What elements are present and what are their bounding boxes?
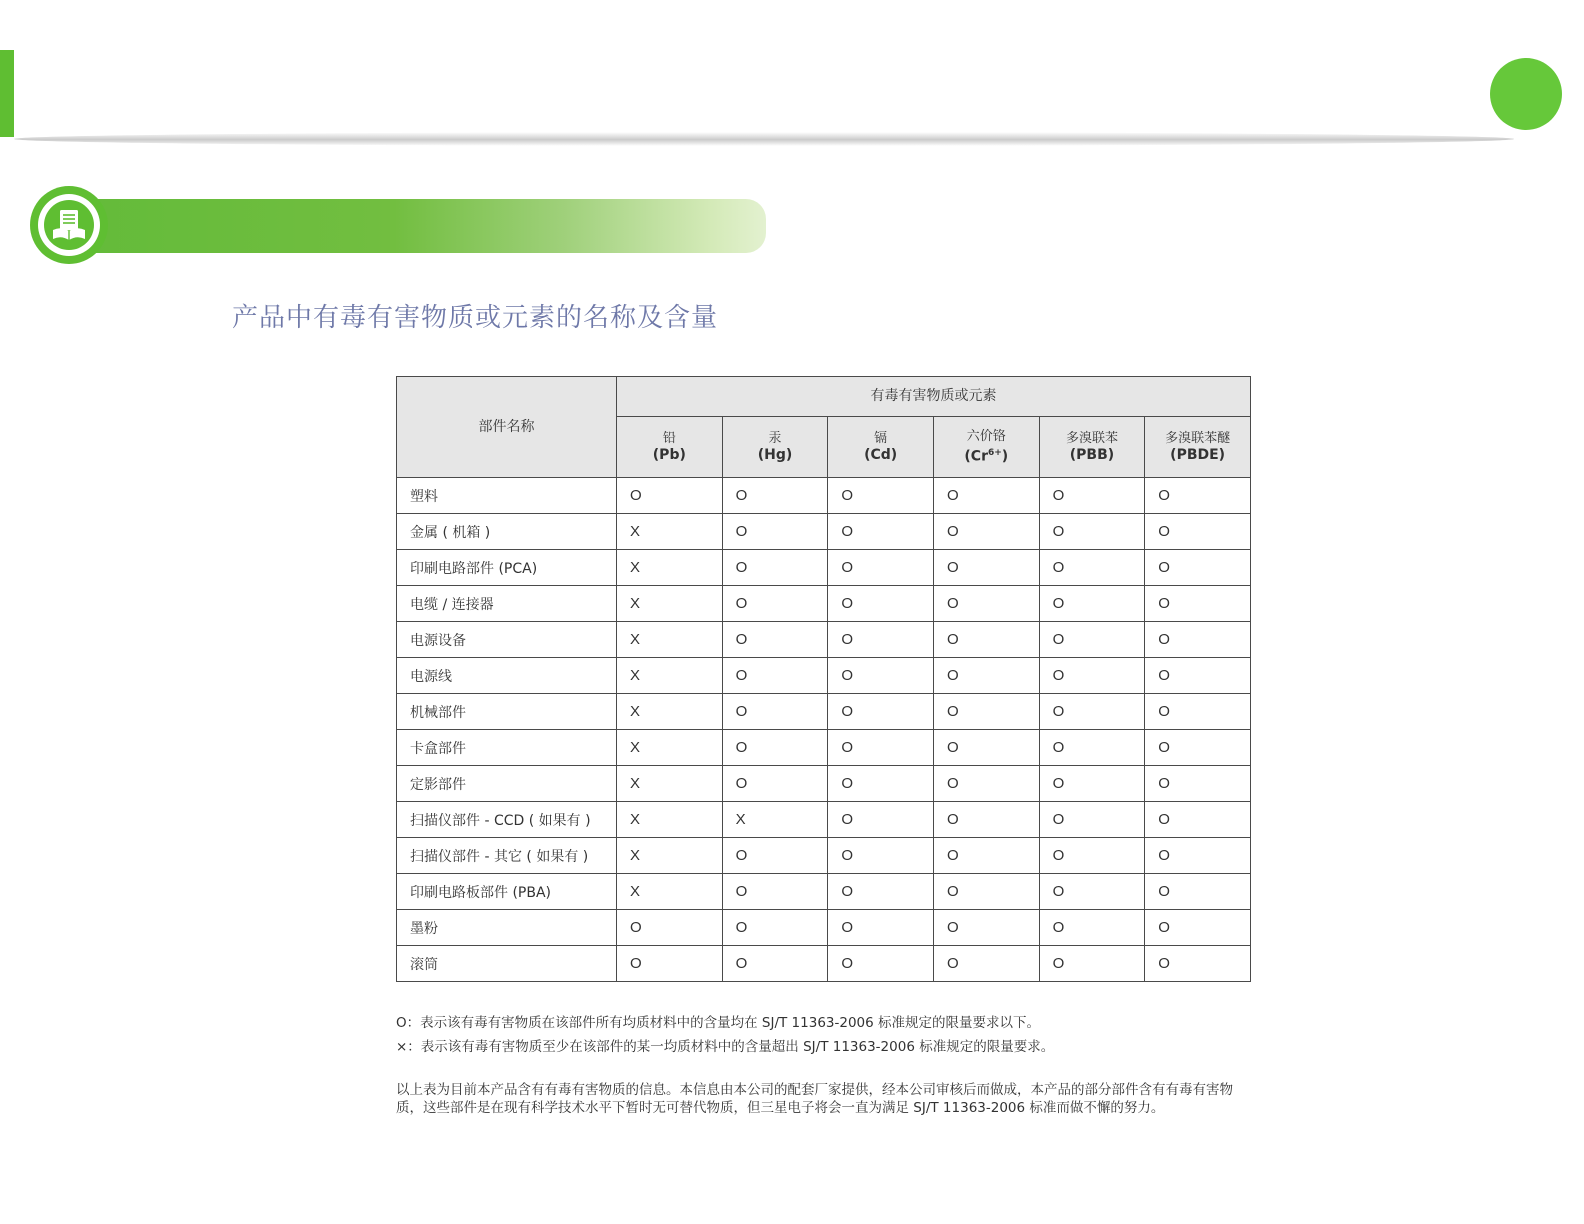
part-name-cell: 印刷电路板部件 (PBA): [397, 874, 617, 910]
substance-value-cell: O: [1039, 946, 1145, 982]
substance-symbol: (Hg): [757, 447, 793, 463]
substance-value-cell: O: [828, 838, 934, 874]
substance-header: [933, 417, 1039, 478]
substance-value-cell: O: [1145, 514, 1251, 550]
substance-value-cell: O: [722, 946, 828, 982]
substance-value-cell: O: [933, 838, 1039, 874]
substance-value-cell: O: [1039, 478, 1145, 514]
substance-value-cell: O: [1039, 694, 1145, 730]
substance-value-cell: X: [617, 514, 723, 550]
part-name-cell: 扫描仪部件 - CCD ( 如果有 ): [397, 802, 617, 838]
part-name-cell: 墨粉: [397, 910, 617, 946]
substance-value-cell: O: [722, 622, 828, 658]
substance-value-cell: O: [1039, 658, 1145, 694]
table-row: [397, 802, 1251, 838]
substance-symbol: (PBDE): [1170, 447, 1226, 463]
substance-value-cell: O: [722, 874, 828, 910]
substance-value-cell: O: [933, 730, 1039, 766]
substance-value-cell: O: [722, 658, 828, 694]
substance-value-cell: O: [1145, 766, 1251, 802]
substance-value-cell: O: [617, 478, 723, 514]
table-row: [397, 766, 1251, 802]
substance-value-cell: O: [933, 514, 1039, 550]
substance-value-cell: O: [828, 766, 934, 802]
hazardous-substances-table: [396, 376, 1251, 982]
substance-value-cell: O: [933, 910, 1039, 946]
substance-value-cell: O: [828, 658, 934, 694]
substance-value-cell: O: [933, 478, 1039, 514]
substance-value-cell: O: [722, 730, 828, 766]
substance-value-cell: O: [933, 550, 1039, 586]
corner-circle: [1490, 58, 1562, 130]
substance-value-cell: X: [617, 802, 723, 838]
substance-header: [722, 417, 828, 478]
substance-value-cell: O: [1039, 910, 1145, 946]
substance-value-cell: O: [828, 694, 934, 730]
substance-value-cell: O: [933, 874, 1039, 910]
substance-value-cell: O: [1145, 802, 1251, 838]
note-x: ×：表示该有毒有害物质至少在该部件的某一均质材料中的含量超出 SJ/T 11363-2006 标准规定的限量要求。: [396, 1039, 1055, 1055]
substance-value-cell: O: [1145, 838, 1251, 874]
substance-value-cell: X: [617, 838, 723, 874]
substance-value-cell: O: [933, 946, 1039, 982]
table-row: [397, 550, 1251, 586]
substance-value-cell: O: [617, 910, 723, 946]
info-paragraph-line: 以上表为目前本产品含有有毒有害物质的信息。本信息由本公司的配套厂家提供，经本公司审核后而做成，本产品的部分部件含有有毒有害物: [396, 1082, 1233, 1098]
substance-value-cell: O: [722, 694, 828, 730]
substance-value-cell: O: [1039, 514, 1145, 550]
table-row: [397, 838, 1251, 874]
substance-value-cell: O: [1039, 730, 1145, 766]
substance-value-cell: O: [828, 586, 934, 622]
substance-value-cell: O: [933, 586, 1039, 622]
substance-symbol: (PBB): [1069, 447, 1115, 463]
note-o: O：表示该有毒有害物质在该部件所有均质材料中的含量均在 SJ/T 11363-2006 标准规定的限量要求以下。: [396, 1015, 1041, 1031]
substance-value-cell: O: [722, 478, 828, 514]
substance-value-cell: X: [617, 730, 723, 766]
table-row: [397, 658, 1251, 694]
substance-value-cell: O: [1145, 946, 1251, 982]
part-name-cell: 扫描仪部件 - 其它 ( 如果有 ): [397, 838, 617, 874]
substance-value-cell: X: [617, 766, 723, 802]
part-name-cell: 塑料: [397, 478, 617, 514]
substance-value-cell: X: [617, 694, 723, 730]
part-name-cell: 定影部件: [397, 766, 617, 802]
substance-name: 多溴联苯醚: [1165, 431, 1231, 446]
substance-value-cell: O: [1039, 586, 1145, 622]
substance-value-cell: O: [1039, 874, 1145, 910]
substance-value-cell: O: [1145, 874, 1251, 910]
substance-value-cell: X: [617, 622, 723, 658]
substance-value-cell: X: [617, 550, 723, 586]
substance-value-cell: O: [617, 946, 723, 982]
substance-value-cell: O: [722, 766, 828, 802]
header-divider: [14, 132, 1514, 146]
substance-value-cell: X: [617, 586, 723, 622]
substance-value-cell: O: [1145, 730, 1251, 766]
substance-group-header: 有毒有害物质或元素: [617, 377, 1251, 417]
substance-value-cell: X: [722, 802, 828, 838]
substance-value-cell: X: [617, 874, 723, 910]
substance-value-cell: O: [1145, 658, 1251, 694]
table-row: [397, 910, 1251, 946]
substance-value-cell: O: [722, 838, 828, 874]
page-title: 产品中有毒有害物质或元素的名称及含量: [232, 303, 719, 333]
substance-value-cell: O: [1145, 622, 1251, 658]
substance-value-cell: O: [828, 478, 934, 514]
substance-name: 汞: [768, 431, 782, 446]
table-row: [397, 694, 1251, 730]
substance-value-cell: O: [828, 874, 934, 910]
substance-value-cell: O: [722, 910, 828, 946]
substance-value-cell: O: [722, 550, 828, 586]
substance-value-cell: O: [1145, 478, 1251, 514]
substance-value-cell: O: [1039, 838, 1145, 874]
part-name-cell: 电源线: [397, 658, 617, 694]
substance-value-cell: O: [722, 514, 828, 550]
substance-value-cell: O: [1039, 766, 1145, 802]
substance-value-cell: O: [1145, 550, 1251, 586]
substance-name: 铅: [662, 431, 676, 446]
part-name-cell: 印刷电路部件 (PCA): [397, 550, 617, 586]
table-row: [397, 478, 1251, 514]
info-paragraph: [396, 1081, 1356, 1117]
table-row: [397, 946, 1251, 982]
substance-name: 镉: [874, 431, 888, 446]
substance-name: 六价铬: [966, 429, 1006, 445]
book-document-icon: [44, 200, 94, 250]
substance-value-cell: O: [828, 730, 934, 766]
part-name-cell: 金属 ( 机箱 ): [397, 514, 617, 550]
substance-value-cell: O: [1039, 802, 1145, 838]
substance-symbol: (Cd): [864, 447, 898, 463]
table-row: [397, 730, 1251, 766]
info-paragraph-line: 质，这些部件是在现有科学技术水平下暂时无可替代物质，但三星电子将会一直为满足 SJ/T 11363-2006 标准而做不懈的努力。: [396, 1100, 1165, 1116]
substance-value-cell: O: [1039, 550, 1145, 586]
substance-name: 多溴联苯: [1065, 431, 1118, 446]
substance-value-cell: O: [722, 586, 828, 622]
section-banner: [90, 199, 766, 253]
substance-header: [617, 417, 723, 478]
part-name-header: 部件名称: [397, 377, 617, 478]
substance-value-cell: O: [933, 622, 1039, 658]
substance-header: [1145, 417, 1251, 478]
part-name-cell: 电缆 / 连接器: [397, 586, 617, 622]
substance-value-cell: O: [1145, 910, 1251, 946]
substance-value-cell: O: [828, 514, 934, 550]
substance-symbol: (Pb): [652, 447, 686, 463]
substance-value-cell: O: [933, 766, 1039, 802]
substance-symbol: $(Cr^{6+})$: [964, 448, 1009, 465]
substance-header: [1039, 417, 1145, 478]
substance-value-cell: O: [828, 622, 934, 658]
table-row: [397, 874, 1251, 910]
substance-value-cell: O: [933, 658, 1039, 694]
substance-value-cell: O: [828, 946, 934, 982]
substance-value-cell: O: [933, 802, 1039, 838]
left-accent-bar: [0, 50, 14, 137]
part-name-cell: 机械部件: [397, 694, 617, 730]
part-name-cell: 卡盒部件: [397, 730, 617, 766]
substance-value-cell: O: [828, 802, 934, 838]
substance-value-cell: O: [828, 910, 934, 946]
substance-value-cell: X: [617, 658, 723, 694]
part-name-cell: 电源设备: [397, 622, 617, 658]
substance-value-cell: O: [1145, 694, 1251, 730]
table-row: [397, 586, 1251, 622]
part-name-cell: 滚筒: [397, 946, 617, 982]
substance-value-cell: O: [1145, 586, 1251, 622]
substance-header: [828, 417, 934, 478]
table-row: [397, 514, 1251, 550]
substance-value-cell: O: [828, 550, 934, 586]
substance-value-cell: O: [933, 694, 1039, 730]
table-row: [397, 622, 1251, 658]
substance-value-cell: O: [1039, 622, 1145, 658]
